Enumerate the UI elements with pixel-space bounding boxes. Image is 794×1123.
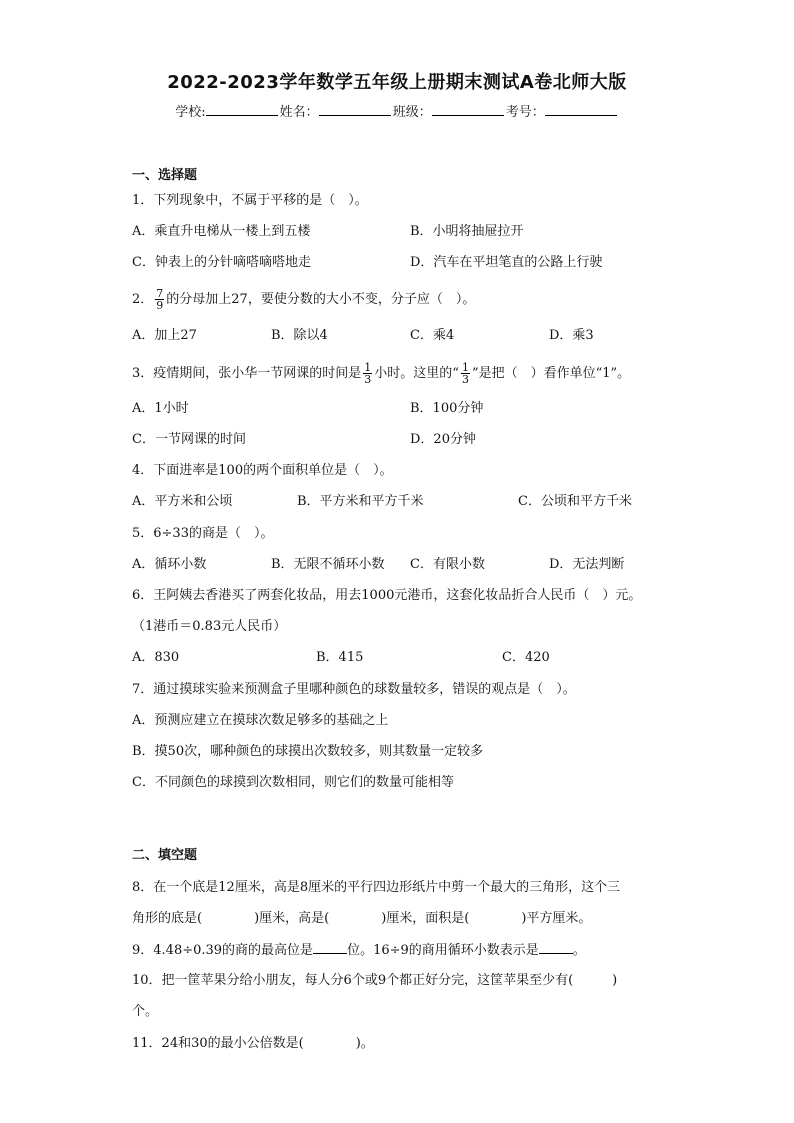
q1-option-a: A．乘直升电梯从一楼上到五楼 [132, 224, 311, 239]
question-6-note: （1港币＝0.83元人民币） [132, 619, 287, 634]
question-4: 4．下面进率是100的两个面积单位是（ ）。 [132, 463, 393, 478]
question-10-line-1: 10．把一筐苹果分给小朋友，每人分6个或9个都正好分完，这筐苹果至少有( ) [132, 973, 618, 988]
q9-part-1: 9．4.48÷0.39的商的最高位是 [132, 943, 314, 958]
q2-suffix: 的分母加上27，要使分数的大小不变，分子应（ ）。 [166, 292, 476, 307]
q2-prefix: 2． [132, 292, 154, 307]
school-blank[interactable] [206, 103, 278, 116]
q5-option-a: A．循环小数 [132, 557, 207, 572]
q2-fraction [155, 288, 164, 311]
class-blank[interactable] [432, 103, 504, 116]
q9-part-2: 位。16÷9的商用循环小数表示是 [347, 943, 539, 958]
q2-option-d: D．乘3 [549, 328, 594, 343]
q5-option-d: D．无法判断 [549, 557, 625, 572]
q6-option-b: B．415 [316, 650, 364, 665]
q6-option-c: C．420 [502, 650, 550, 665]
q2-option-c: C．乘4 [410, 328, 455, 343]
q9-blank-2[interactable] [539, 941, 573, 954]
q6-option-a: A．830 [132, 650, 180, 665]
q3-part-1: 3．疫情期间，张小华一节网课的时间是 [132, 366, 362, 381]
question-1: 1．下列现象中，不属于平移的是（ ）。 [132, 193, 368, 208]
q3-fraction-1 [363, 362, 372, 385]
q2-option-a: A．加上27 [132, 328, 197, 343]
q5-option-b: B．无限不循环小数 [271, 557, 385, 572]
q3-part-3: ”是把（ ）看作单位“1”。 [471, 366, 631, 381]
q4-option-b: B．平方米和平方千米 [297, 494, 424, 509]
section-title-choice: 一、选择题 [132, 168, 198, 183]
id-label: 考号： [505, 105, 545, 120]
q3-option-b: B．100分钟 [410, 401, 484, 416]
name-label: 姓名： [279, 105, 319, 120]
id-blank[interactable] [545, 103, 617, 116]
question-8-line-2: 角形的底是( )厘米，高是( )厘米，面积是( )平方厘米。 [132, 911, 592, 926]
q3-part-2: 小时。这里的“ [374, 366, 459, 381]
q9-blank-1[interactable] [313, 941, 347, 954]
school-label: 学校: [175, 105, 206, 120]
question-11: 11．24和30的最小公倍数是( )。 [132, 1036, 374, 1051]
question-10-line-2: 个。 [132, 1004, 159, 1019]
q1-option-c: C．钟表上的分针嘀嗒嘀嗒地走 [132, 255, 311, 270]
question-9 [132, 941, 586, 960]
name-blank[interactable] [319, 103, 391, 116]
question-7: 7．通过摸球实验来预测盒子里哪种颜色的球数量较多，错误的观点是（ ）。 [132, 682, 576, 697]
q3-option-c: C．一节网课的时间 [132, 432, 246, 447]
q3-fraction-1-numerator: 1 [364, 361, 372, 374]
question-3 [132, 362, 630, 385]
q4-option-c: C．公顷和平方千米 [518, 494, 632, 509]
q9-part-3: 。 [572, 943, 586, 958]
q7-option-b: B．摸50次，哪种颜色的球摸出次数较多，则其数量一定较多 [132, 744, 484, 759]
q3-fraction-2-numerator: 1 [461, 361, 469, 374]
q3-option-d: D．20分钟 [410, 432, 476, 447]
class-label: 班级： [392, 105, 432, 120]
q4-option-a: A．平方米和公顷 [132, 494, 233, 509]
q1-option-b: B．小明将抽屉拉开 [410, 224, 524, 239]
page-title: 2022-2023学年数学五年级上册期末测试A卷北师大版 [167, 72, 627, 93]
question-2 [132, 288, 475, 311]
q5-option-c: C．有限小数 [410, 557, 485, 572]
question-6: 6．王阿姨去香港买了两套化妆品，用去1000元港币，这套化妆品折合人民币（ ）元。 [132, 588, 642, 603]
question-5: 5．6÷33的商是（ ）。 [132, 526, 274, 541]
student-info-row [0, 101, 794, 120]
q7-option-a: A．预测应建立在摸球次数足够多的基础之上 [132, 713, 389, 728]
question-8-line-1: 8．在一个底是12厘米，高是8厘米的平行四边形纸片中剪一个最大的三角形，这个三 [132, 880, 621, 895]
section-title-fill: 二、填空题 [132, 848, 198, 863]
q3-fraction-2-denominator: 3 [461, 373, 469, 386]
q7-option-c: C．不同颜色的球摸到次数相同，则它们的数量可能相等 [132, 775, 454, 790]
q3-option-a: A．1小时 [132, 401, 189, 416]
q2-option-b: B．除以4 [271, 328, 328, 343]
q1-option-d: D．汽车在平坦笔直的公路上行驶 [410, 255, 603, 270]
q2-fraction-denominator: 9 [156, 299, 164, 312]
q3-fraction-1-denominator: 3 [364, 373, 372, 386]
q2-fraction-numerator: 7 [156, 287, 164, 300]
q3-fraction-2 [461, 362, 470, 385]
